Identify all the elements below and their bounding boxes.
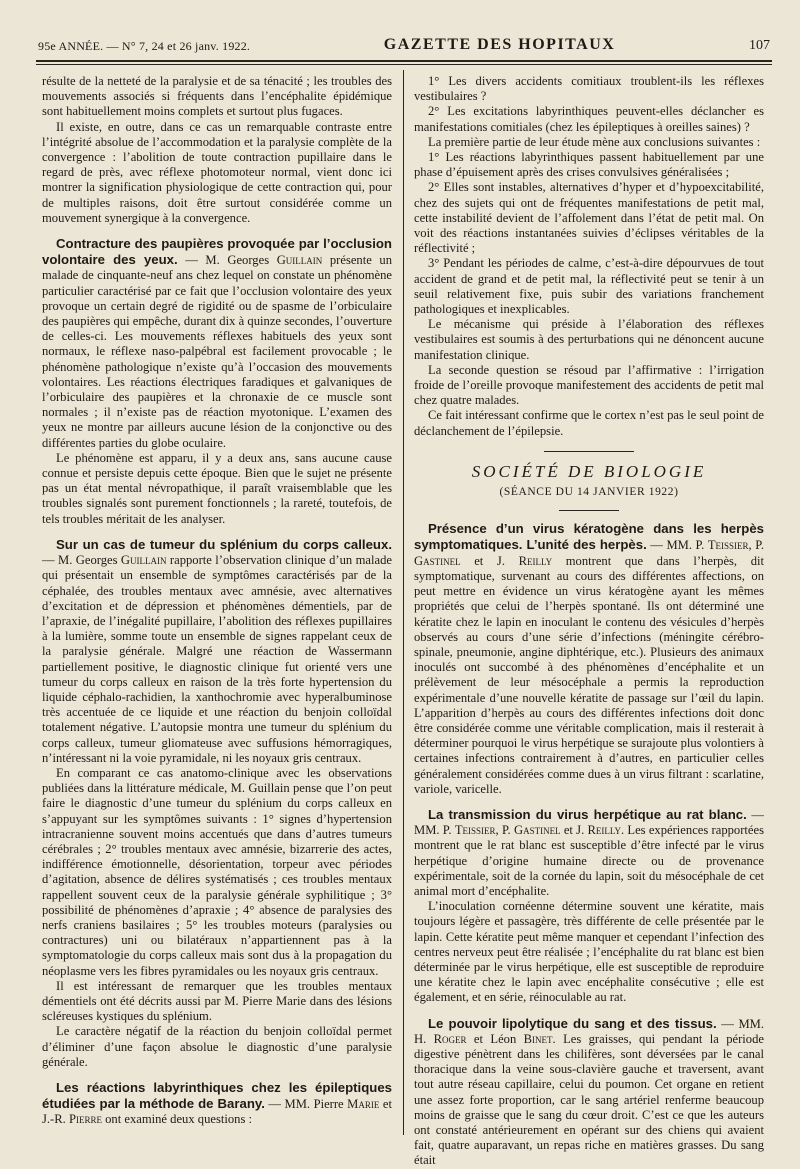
issue-info: 95e ANNÉE. — N° 7, 24 et 26 janv. 1922. <box>38 39 251 53</box>
paragraph: Le caractère négatif de la réaction du benjoin colloïdal permet d’éliminer d’une façon absolue le diagnostic d’une paralysie générale. <box>42 1024 392 1069</box>
question-item: 1° Les divers accidents comitiaux troublent-ils les réflexes vestibulaires ? <box>414 74 764 104</box>
society-title: SOCIÉTÉ DE BIOLOGIE <box>471 461 707 481</box>
article-labyrinthiques: Les réactions labyrinthiques chez les épileptiques étudiées par la méthode de Barany. — MM. Pierre Marie et J.-R. Pierre ont examiné deux questions : <box>42 1080 392 1127</box>
column-divider <box>403 70 404 1135</box>
section-rule <box>559 510 619 511</box>
author-name: Binet <box>523 1031 553 1046</box>
author-name: Reilly <box>587 823 621 838</box>
left-column <box>42 74 392 1128</box>
author-name: Gastinel <box>414 553 461 568</box>
article-lipolytique: Le pouvoir lipolytique du sang et des tissus. — MM. H. Roger et Léon Binet. Les graisses, qui pendant la période digestive pénètrent dans les chilifères, sont déversées par le canal thoracique dans la veine sous-clavière gauche et traversent, avant tout autre réseau capillaire, celui du poumon. Cet organe en retient une assez forte proportion, car le sang artériel renferme beaucoup moins de graisse que le sang du cœur droit. C’est ce que les auteurs ont constaté antérieurement en opérant sur des chiens qui avaient fait, quatre auparavant, un repas riche en matières grasses. Du sang était <box>414 1015 764 1168</box>
article-transmission: La transmission du virus herpétique au rat blanc. — MM. P. Teissier, P. Gastinel et J. Reilly. Les expériences rapportées montrent que le rat blanc est susceptible d’être infecté par le virus herpétique d’origine humaine directe ou de provenance expérimentale, soit de la cornée du lapin, soit du mésocéphale de cet animal mort d’encéphalite. <box>414 806 765 898</box>
page-header <box>38 26 770 54</box>
author-name: Teissier <box>707 538 749 553</box>
session-date: (SÉANCE DU 14 JANVIER 1922) <box>499 486 679 499</box>
journal-title: GAZETTE DES HOPITAUX <box>383 36 616 53</box>
paragraph: Il existe, en outre, dans ce cas un remarquable contraste entre l’intégrité absolue de l’accommodation et la paralysie complète de la convergence : l’abolition de toute contraction pupillaire dans le regard de près, avec réflexe photomoteur normal, vient donc ici montrer la signification physiologique de cette contraction qui, pour de multiples raisons, doit être surtout considérée comme un mouvement synergique à la convergence. <box>42 119 392 225</box>
paragraph: En comparant ce cas anatomo-clinique avec les observations publiées dans la littérature médicale, M. Guillain pense que l’on peut faire le diagnostic d’une tumeur du splénium du corps calleux en s’appuyant sur les symptômes suivants : 1° signes d’hypertension intracranienne souvent moins accentués que dans d’autres tumeurs cérébrales ; 2° troubles mentaux avec amnésie, bizarrerie des actes, indifférence émotionnelle, désorientation, torpeur avec périodes d’agitation, absence de délires systématisés ; ces troubles mentaux rappellent souvent ceux de la paralysie générale syphilitique ; 3° possibilité de phénomènes d’apraxie ; 4° absence de paralysies des nerfs craniens basilaires ; 5° les troubles moteurs (paralysies ou contractures) uni ou bilatéraux n’appartiennent pas à la symptomatologie du corps calleux mais sont dus à la propagation du néoplasme vers les fibres pyramidales ou les noyaux gris centraux. <box>42 765 392 978</box>
article-title: Présence d’un virus kératogène dans les herpès symptomatiques. L’unité des herpès. <box>414 521 764 553</box>
author-name: Roger <box>433 1031 467 1046</box>
header-rule-thin <box>36 64 772 65</box>
author-name: Marie <box>347 1097 380 1112</box>
conclusion-item: 1° Les réactions labyrinthiques passent habituellement par une phase d’épuisement après des crises convulsives généralisées ; <box>414 150 764 180</box>
article-title: La transmission du virus herpétique au rat blanc. <box>428 806 747 822</box>
author-name: Pierre <box>68 1112 102 1127</box>
paragraph: La seconde question se résoud par l’affirmative : l’irrigation froide de l’oreille provoque manifestement des accidents de petit mal chez quatre malades. <box>414 362 764 408</box>
paragraph: La première partie de leur étude mène aux conclusions suivantes : <box>428 134 761 149</box>
article-title: Contracture des paupières provoquée par l’occlusion volontaire des yeux. <box>42 236 392 268</box>
paragraph: Le mécanisme qui préside à l’élaboration des réflexes vestibulaires est soumis à des perturbations qui ne dénoncent aucune manifestation clinique. <box>414 317 764 362</box>
society-heading <box>414 451 764 511</box>
article-contracture: Contracture des paupières provoquée par l’occlusion volontaire des yeux. — M. Georges Guillain présente un malade de cinquante-neuf ans chez lequel on constate un phénomène particulier caractérisé par ce fait que l’occlusion volontaire des yeux provoque un certain degré de rigidité ou de spasme de l’orbiculaire des paupières qui empêche, durant dix à quinze secondes, l’ouverture de celles-ci. Les mouvements réflexes habituels des yeux sont normaux, le réflexe naso-palpébral est facilement provocable ; le phénomène pathologique n’existe qu’à l’occasion des mouvements volontaires. Les réactions électriques faradiques et galvaniques de l’orbiculaire des paupières et la chronaxie de ce muscle sont normales ; il n’existe pas de réaction myotonique. L’examen des yeux ne montre par ailleurs aucune lésion de la conjonctive ou des différentes parties du globe oculaire. <box>42 236 392 450</box>
paragraph: Le phénomène est apparu, il y a deux ans, sans aucune cause connue et persiste depuis cette époque. Bien que le sujet ne présente pas un état mental névropathique, il paraît vraisemblable que les troubles signalés sont purement fonctionnels ; la rareté, toutefois, de tels troubles méritait de les analyser. <box>42 450 392 526</box>
conclusion-item: 3° Pendant les périodes de calme, c’est-à-dire dépourvues de tout accident de grand et de petit mal, la réflectivité peut se tenir à un seuil relativement fixe, puis subir des variations franchement pathologiques et inexplicables. <box>414 256 764 317</box>
header-rule <box>36 60 772 62</box>
conclusion-item: 2° Elles sont instables, alternatives d’hyper et d’hypoexcitabilité, chez des sujets qui ont de fréquentes manifestations de petit mal, cette instabilité devient de l’affolement dans l’état de petit mal. On voit des réactions instantanées suivies d’éclipses véritables de la réflectivité ; <box>414 180 764 256</box>
author-name: Teissier <box>454 823 496 838</box>
author-name: Gastinel <box>513 823 561 838</box>
author-name: Reilly <box>518 553 553 568</box>
right-column <box>414 74 764 1169</box>
question-item: 2° Les excitations labyrinthiques peuvent-elles déclancher es manifestations comitiales (chez les épileptiques à oreilles saines) ? <box>414 104 764 134</box>
author-name: Guillain <box>120 553 167 568</box>
article-title: Les réactions labyrinthiques chez les épileptiques étudiées par la méthode de Barany. <box>42 1080 392 1112</box>
paragraph: Ce fait intéressant confirme que le cortex n’est pas le seul point de déclanchement de l’épilepsie. <box>414 408 764 438</box>
article-tumeur: Sur un cas de tumeur du splénium du corps calleux. — M. Georges Guillain rapporte l’observation clinique d’un malade qui présentait un ensemble de symptômes caractérisés par de la céphalée, des troubles mentaux avec amnésie, avec alternatives d’excitation et de dépression et phénomènes démentiels, par de l’apraxie, de l’inégalité pupillaire, l’abolition des réflexes pupillaires à la lumière, somme toute un ensemble de signes rappelant ceux de la paralysie générale. Malgré une réaction de Wassermann partiellement positive, le diagnostic clinique fut orienté vers une tumeur du corps calleux en raison de la très forte hypertension du liquide céphalo-rachidien, la xanthochromie avec hyperalbuminose très accentuée de ce liquide et une réaction du benjoin colloïdal totalement négative. L’autopsie montra une tumeur du splénium du corps calleux, tumeur gliomateuse avec suffusions hémorragiques, n’intéressant ni la voie pyramidale, ni les noyaux gris centraux. <box>42 536 392 765</box>
paragraph: L’inoculation cornéenne détermine souvent une kératite, mais toujours légère et passagère, très différente de celle présentée par le lapin. Cette kératite peut même manquer et cependant l’infection des centres nerveux peut être réalisée ; l’encéphalite du rat blanc est bien déterminée par le virus herpétique, elle est susceptible de reproduire une kératite chez le lapin avec encéphalite consécutive ; elle est également, et en série, réinoculable au rat. <box>414 899 764 1005</box>
author-name: Guillain <box>276 253 323 268</box>
article-title: Sur un cas de tumeur du splénium du corps calleux. <box>56 536 392 552</box>
paragraph: Il est intéressant de remarquer que les troubles mentaux démentiels ont été décrits aussi par M. Pierre Marie dans des lésions scléreuses kystiques du splénium. <box>42 978 392 1024</box>
article-virus-keratogene: Présence d’un virus kératogène dans les herpès symptomatiques. L’unité des herpès. — MM. P. Teissier, P. Gastinel et J. Reilly montrent que dans l’herpès, dit symptomatique, survenant au cours des différentes affections, on peut mettre en évidence un virus kératogène ayant les mêmes propriétés que celui de l’herpès spontané. Ils ont déterminé une kératite chez le lapin en inoculant le contenu des vésicules d’herpès observés au cours d’une série d’infections (méningite cérébro-spinale, pneumonie, angine diphtérique, etc.). Plusieurs des animaux inoculés ont succombé à des phénomènes d’encéphalite et un prélèvement de leur mésocéphale a permis la reproduction expérimentale d’une nouvelle kératite de passage sur l’œil du lapin. L’apparition d’herpès au cours des différentes infections doit donc être considérée comme une véritable complication, mais il resterait à déterminer pourquoi le virus herpétique se surajoute plus volontiers à certaines infections contrairement à d’autres, en particulier celles généralement considérées comme dues à un virus filtrant : scarlatine, variole, varicelle. <box>414 521 764 796</box>
paragraph: résulte de la netteté de la paralysie et de sa ténacité ; les troubles des mouvements associés si fréquents dans l’encéphalite épidémique sont habituellement moins complets et surtout plus fugaces. <box>42 74 392 119</box>
page-number: 107 <box>748 38 770 53</box>
article-title: Le pouvoir lipolytique du sang et des tissus. <box>428 1015 717 1031</box>
